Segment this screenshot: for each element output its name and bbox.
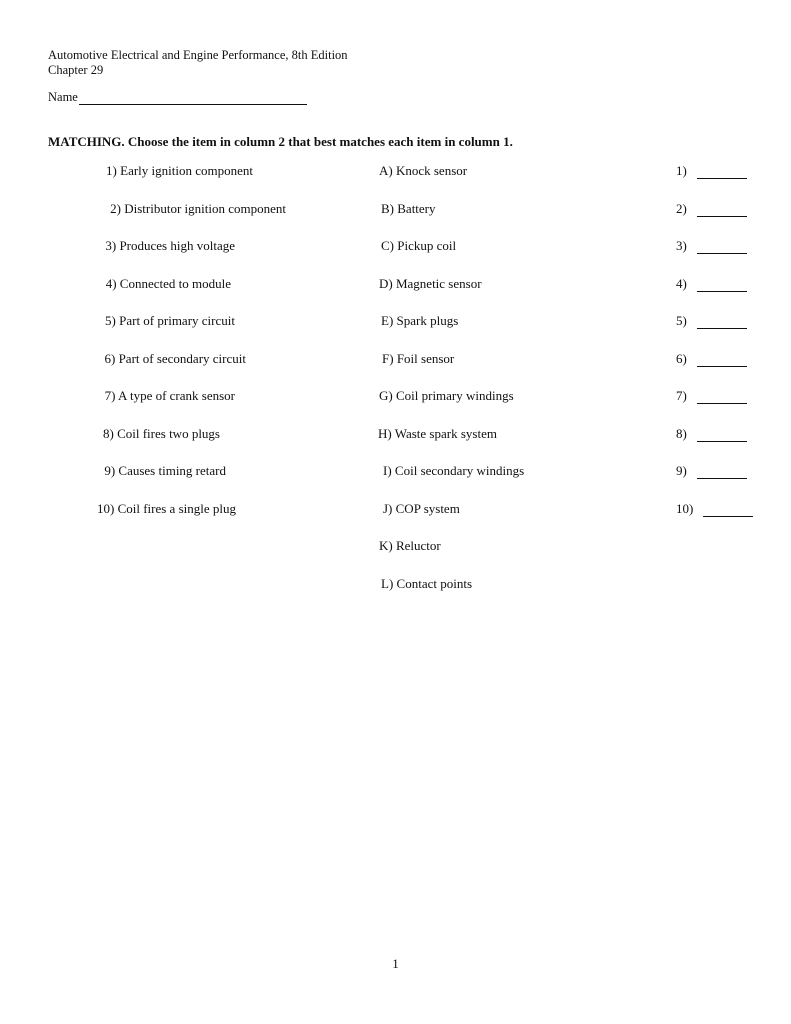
column2-item: B) Battery <box>381 201 436 216</box>
answer-blank[interactable] <box>697 241 747 254</box>
column1-item: 6) Part of secondary circuit <box>104 351 246 366</box>
column1-item: 4) Connected to module <box>105 276 231 291</box>
column2-item: J) COP system <box>383 501 460 516</box>
answer-blank[interactable] <box>697 316 747 329</box>
column2-item: G) Coil primary windings <box>379 388 514 403</box>
column2-item: E) Spark plugs <box>381 313 459 328</box>
column2-item: K) Reluctor <box>379 538 441 553</box>
answer-slot: 7) <box>676 388 747 404</box>
column1-item: 1) Early ignition component <box>106 163 253 178</box>
column1-item: 2) Distributor ignition component <box>110 201 286 216</box>
page-number: 1 <box>392 956 399 971</box>
column1-item: 10) Coil fires a single plug <box>96 501 236 516</box>
answer-blank[interactable] <box>697 354 747 367</box>
answer-blank[interactable] <box>697 391 747 404</box>
name-field <box>48 90 307 105</box>
answer-blank[interactable] <box>697 204 747 217</box>
column1-item: 3) Produces high voltage <box>105 238 235 253</box>
name-blank[interactable] <box>79 91 307 105</box>
column2-item: L) Contact points <box>381 576 472 591</box>
column2-item: C) Pickup coil <box>381 238 457 253</box>
column2-item: A) Knock sensor <box>379 163 468 178</box>
answer-slot: 2) <box>676 201 747 217</box>
answer-blank[interactable] <box>697 279 747 292</box>
answer-slot: 1) <box>676 163 747 179</box>
answer-blank[interactable] <box>703 504 753 517</box>
answer-slot: 8) <box>676 426 747 442</box>
answer-blank[interactable] <box>697 429 747 442</box>
column1-item: 7) A type of crank sensor <box>104 388 235 403</box>
chapter-label: Chapter 29 <box>48 63 104 77</box>
column1-item: 8) Coil fires two plugs <box>102 426 220 441</box>
column2-item: D) Magnetic sensor <box>379 276 482 291</box>
answer-slot: 3) <box>676 238 747 254</box>
column2-item: F) Foil sensor <box>382 351 455 366</box>
book-title: Automotive Electrical and Engine Performance, 8th Edition <box>48 48 348 62</box>
answer-blank[interactable] <box>697 466 747 479</box>
answer-slot: 10) <box>676 501 753 517</box>
column1-item: 9) Causes timing retard <box>104 463 226 478</box>
name-label: Name <box>48 90 78 104</box>
answer-slot: 9) <box>676 463 747 479</box>
answer-slot: 6) <box>676 351 747 367</box>
answer-slot: 4) <box>676 276 747 292</box>
column1-item: 5) Part of primary circuit <box>105 313 235 328</box>
column2-item: I) Coil secondary windings <box>383 463 525 478</box>
column2-item: H) Waste spark system <box>378 426 497 441</box>
answer-blank[interactable] <box>697 166 747 179</box>
answer-slot: 5) <box>676 313 747 329</box>
document-header <box>48 48 348 78</box>
matching-instructions: MATCHING. Choose the item in column 2 that best matches each item in column 1. <box>48 134 513 149</box>
